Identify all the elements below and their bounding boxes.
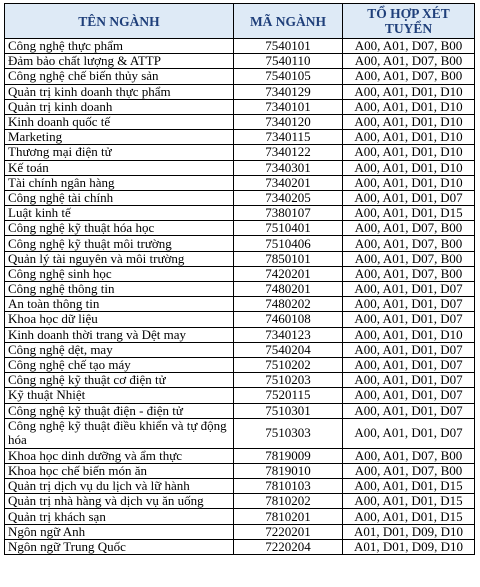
table-row — [5, 190, 475, 205]
major-name-cell: Khoa học dinh dưỡng và ẩm thực — [5, 448, 234, 463]
subject-combination-cell: A00, A01, D01, D07 — [343, 357, 475, 372]
major-code-cell: 7340101 — [234, 99, 343, 114]
subject-combination-cell: A00, A01, D01, D15 — [343, 479, 475, 494]
major-name-cell: An toàn thông tin — [5, 297, 234, 312]
table-row — [5, 418, 475, 448]
major-name-cell: Công nghệ thực phẩm — [5, 39, 234, 54]
subject-combination-cell: A01, D01, D09, D10 — [343, 524, 475, 539]
subject-combination-cell: A00, A01, D01, D10 — [343, 84, 475, 99]
table-body — [5, 39, 475, 555]
major-code-cell: 7819010 — [234, 463, 343, 478]
subject-combination-cell: A00, A01, D07, B00 — [343, 448, 475, 463]
table-row — [5, 282, 475, 297]
major-code-cell: 7810103 — [234, 479, 343, 494]
major-name-cell: Quản lý tài nguyên và môi trường — [5, 251, 234, 266]
subject-combination-cell: A00, A01, D01, D07 — [343, 342, 475, 357]
major-code-cell: 7340301 — [234, 160, 343, 175]
table-row — [5, 539, 475, 554]
major-code-cell: 7340205 — [234, 190, 343, 205]
major-name-cell: Luật kinh tế — [5, 206, 234, 221]
table-row — [5, 297, 475, 312]
header-subject-combination — [343, 4, 475, 39]
table-row — [5, 221, 475, 236]
major-name-cell: Kỹ thuật Nhiệt — [5, 388, 234, 403]
major-name-cell: Công nghệ sinh học — [5, 266, 234, 281]
subject-combination-cell: A00, A01, D01, D10 — [343, 160, 475, 175]
major-code-cell: 7340122 — [234, 145, 343, 160]
major-code-cell: 7819009 — [234, 448, 343, 463]
admission-table-container — [4, 3, 475, 555]
major-code-cell: 7380107 — [234, 206, 343, 221]
subject-combination-cell: A00, A01, D07, B00 — [343, 463, 475, 478]
major-code-cell: 7510202 — [234, 357, 343, 372]
major-code-cell: 7420201 — [234, 266, 343, 281]
subject-combination-cell: A00, A01, D01, D10 — [343, 175, 475, 190]
subject-combination-cell: A00, A01, D01, D07 — [343, 418, 475, 448]
table-header-row — [5, 4, 475, 39]
table-row — [5, 327, 475, 342]
subject-combination-cell: A00, A01, D01, D15 — [343, 206, 475, 221]
major-name-cell: Công nghệ dệt, may — [5, 342, 234, 357]
major-name-cell: Công nghệ chế tạo máy — [5, 357, 234, 372]
subject-combination-cell: A00, A01, D07, B00 — [343, 221, 475, 236]
table-row — [5, 312, 475, 327]
major-code-cell: 7340123 — [234, 327, 343, 342]
major-name-cell: Công nghệ kỹ thuật môi trường — [5, 236, 234, 251]
major-name-cell: Thương mại điện tử — [5, 145, 234, 160]
major-name-cell: Quản trị kinh doanh thực phẩm — [5, 84, 234, 99]
subject-combination-cell: A00, A01, D07, B00 — [343, 69, 475, 84]
subject-combination-cell: A00, A01, D01, D10 — [343, 114, 475, 129]
major-name-cell: Kinh doanh thời trang và Dệt may — [5, 327, 234, 342]
major-code-cell: 7540101 — [234, 39, 343, 54]
subject-combination-cell: A00, A01, D01, D10 — [343, 130, 475, 145]
major-name-cell: Kế toán — [5, 160, 234, 175]
subject-combination-cell: A00, A01, D01, D07 — [343, 282, 475, 297]
major-code-cell: 7340201 — [234, 175, 343, 190]
header-combo-line1: TỔ HỢP XÉT — [367, 6, 450, 21]
header-major-code: MÃ NGÀNH — [234, 4, 343, 39]
major-name-cell: Kinh doanh quốc tế — [5, 114, 234, 129]
admission-table — [4, 3, 475, 555]
table-row — [5, 403, 475, 418]
major-name-cell: Khoa học chế biến món ăn — [5, 463, 234, 478]
major-code-cell: 7520115 — [234, 388, 343, 403]
table-row — [5, 99, 475, 114]
subject-combination-cell: A00, A01, D07, B00 — [343, 251, 475, 266]
major-name-cell: Quản trị khách sạn — [5, 509, 234, 524]
major-name-cell: Ngôn ngữ Anh — [5, 524, 234, 539]
major-name-cell: Công nghệ chế biến thủy sản — [5, 69, 234, 84]
table-row — [5, 160, 475, 175]
major-name-cell: Công nghệ thông tin — [5, 282, 234, 297]
table-row — [5, 236, 475, 251]
major-code-cell: 7340129 — [234, 84, 343, 99]
table-row — [5, 494, 475, 509]
subject-combination-cell: A01, D01, D09, D10 — [343, 539, 475, 554]
subject-combination-cell: A00, A01, D01, D10 — [343, 145, 475, 160]
table-row — [5, 130, 475, 145]
major-code-cell: 7480201 — [234, 282, 343, 297]
major-code-cell: 7460108 — [234, 312, 343, 327]
table-row — [5, 342, 475, 357]
subject-combination-cell: A00, A01, D01, D07 — [343, 297, 475, 312]
table-row — [5, 251, 475, 266]
major-code-cell: 7510303 — [234, 418, 343, 448]
subject-combination-cell: A00, A01, D07, B00 — [343, 54, 475, 69]
major-code-cell: 7340120 — [234, 114, 343, 129]
major-code-cell: 7220204 — [234, 539, 343, 554]
major-code-cell: 7540110 — [234, 54, 343, 69]
subject-combination-cell: A00, A01, D01, D07 — [343, 373, 475, 388]
major-name-cell: Công nghệ kỹ thuật cơ điện tử — [5, 373, 234, 388]
major-code-cell: 7340115 — [234, 130, 343, 145]
table-row — [5, 373, 475, 388]
major-code-cell: 7810202 — [234, 494, 343, 509]
major-name-cell: Đảm bảo chất lượng & ATTP — [5, 54, 234, 69]
major-code-cell: 7540204 — [234, 342, 343, 357]
subject-combination-cell: A00, A01, D07, B00 — [343, 266, 475, 281]
header-combo-line2: TUYỂN — [384, 21, 433, 36]
table-row — [5, 448, 475, 463]
table-row — [5, 206, 475, 221]
major-name-cell: Công nghệ kỹ thuật điện - điện tử — [5, 403, 234, 418]
table-row — [5, 479, 475, 494]
table-row — [5, 388, 475, 403]
subject-combination-cell: A00, A01, D01, D07 — [343, 312, 475, 327]
major-code-cell: 7810201 — [234, 509, 343, 524]
table-row — [5, 39, 475, 54]
table-row — [5, 509, 475, 524]
major-name-cell: Khoa học dữ liệu — [5, 312, 234, 327]
major-name-cell: Quản trị dịch vụ du lịch và lữ hành — [5, 479, 234, 494]
table-row — [5, 69, 475, 84]
major-name-cell: Quản trị kinh doanh — [5, 99, 234, 114]
major-name-cell: Công nghệ kỹ thuật hóa học — [5, 221, 234, 236]
major-name-cell: Marketing — [5, 130, 234, 145]
table-row — [5, 266, 475, 281]
major-code-cell: 7480202 — [234, 297, 343, 312]
subject-combination-cell: A00, A01, D01, D10 — [343, 99, 475, 114]
major-code-cell: 7220201 — [234, 524, 343, 539]
major-name-cell: Công nghệ kỹ thuật điều khiển và tự động hóa — [5, 418, 234, 448]
table-row — [5, 145, 475, 160]
major-name-cell: Tài chính ngân hàng — [5, 175, 234, 190]
major-code-cell: 7510301 — [234, 403, 343, 418]
subject-combination-cell: A00, A01, D01, D15 — [343, 509, 475, 524]
major-name-cell: Quản trị nhà hàng và dịch vụ ăn uống — [5, 494, 234, 509]
table-row — [5, 357, 475, 372]
major-name-cell: Công nghệ tài chính — [5, 190, 234, 205]
major-code-cell: 7510401 — [234, 221, 343, 236]
major-code-cell: 7510203 — [234, 373, 343, 388]
subject-combination-cell: A00, A01, D01, D07 — [343, 403, 475, 418]
table-row — [5, 84, 475, 99]
subject-combination-cell: A00, A01, D07, B00 — [343, 236, 475, 251]
subject-combination-cell: A00, A01, D01, D15 — [343, 494, 475, 509]
subject-combination-cell: A00, A01, D07, B00 — [343, 39, 475, 54]
major-code-cell: 7540105 — [234, 69, 343, 84]
subject-combination-cell: A00, A01, D01, D07 — [343, 388, 475, 403]
table-row — [5, 463, 475, 478]
subject-combination-cell: A00, A01, D01, D07 — [343, 190, 475, 205]
major-code-cell: 7850101 — [234, 251, 343, 266]
header-major-name: TÊN NGÀNH — [5, 4, 234, 39]
major-name-cell: Ngôn ngữ Trung Quốc — [5, 539, 234, 554]
table-row — [5, 524, 475, 539]
major-code-cell: 7510406 — [234, 236, 343, 251]
table-row — [5, 54, 475, 69]
table-row — [5, 175, 475, 190]
subject-combination-cell: A00, A01, D01, D10 — [343, 327, 475, 342]
table-row — [5, 114, 475, 129]
